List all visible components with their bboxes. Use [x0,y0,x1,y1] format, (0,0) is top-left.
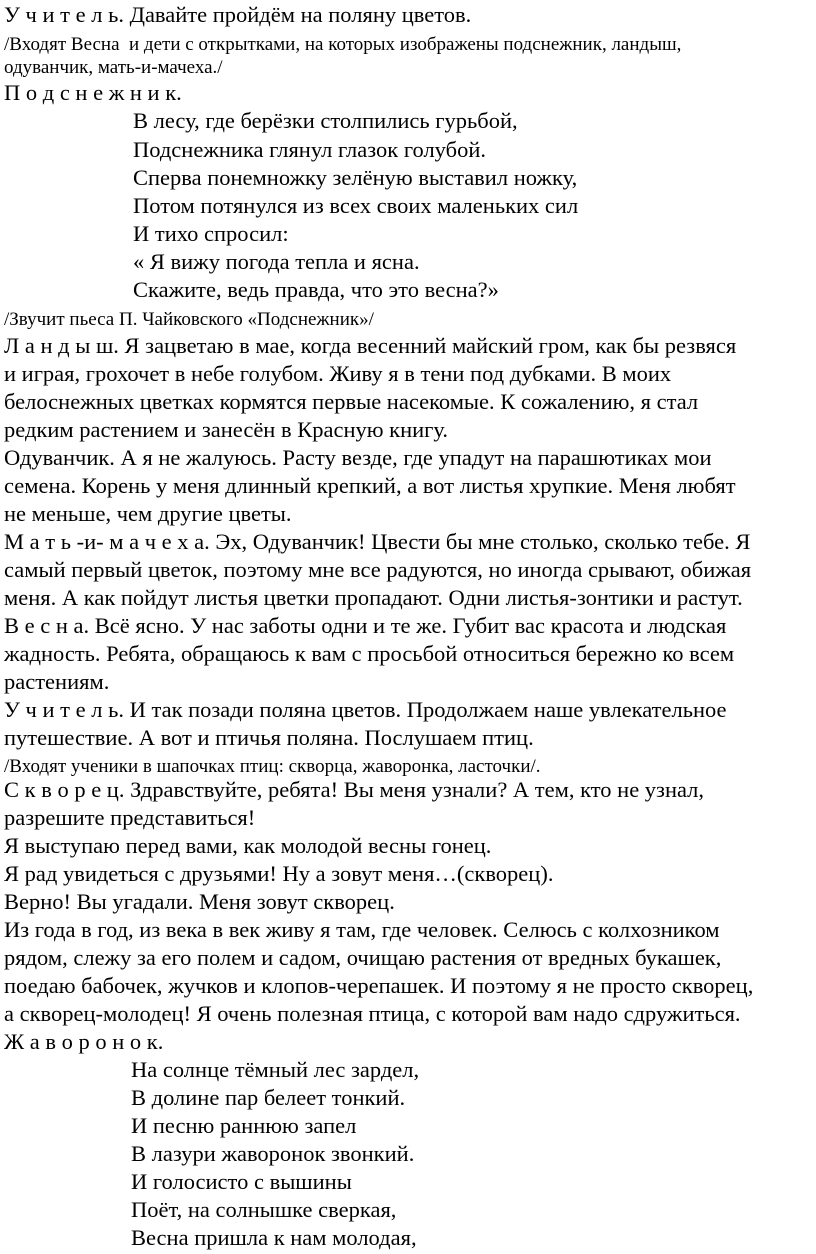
stage-direction-line: /Входят Весна и дети с открытками, на которых изображены подснежник, ландыш, [4,34,682,55]
text-line: рядом, слежу за его полем и садом, очищаю растения от вредных букашек, [4,945,722,970]
text-line: У ч и т е л ь. Давайте пройдём на поляну цветов. [4,2,472,27]
poem-line: Скажите, ведь правда, что это весна?» [133,277,499,302]
text-line: жадность. Ребята, обращаюсь к вам с просьбой относиться бережно ко всем [4,641,735,666]
text-line: В е с н а. Всё ясно. У нас заботы одни и те же. Губит вас красота и людская [4,613,727,638]
text-line: У ч и т е л ь. И так позади поляна цветов. Продолжаем наше увлекательное [4,697,727,722]
text-line: Одуванчик. А я не жалуюсь. Расту везде, где упадут на парашютиках мои [4,445,712,470]
poem-line: В лазури жаворонок звонкий. [131,1141,415,1166]
poem-line: Весна пришла к нам молодая, [131,1225,417,1250]
text-line: поедаю бабочек, жучков и клопов-черепашек. И поэтому я не просто скворец, [4,973,754,998]
text-line: Верно! Вы угадали. Меня зовут скворец. [4,889,395,914]
poem-line: Сперва понемножку зелёную выставил ножку, [133,165,578,190]
text-line: редким растением и занесён в Красную книгу. [4,417,449,442]
poem-line: И песню раннюю запел [131,1113,357,1138]
text-line: меня. А как пойдут листья цветки пропадают. Одни листья-зонтики и растут. [4,585,743,610]
text-line: путешествие. А вот и птичья поляна. Послушаем птиц. [4,725,534,750]
poem-line: Подснежника глянул глазок голубой. [133,137,486,162]
stage-direction-line: /Звучит пьеса П. Чайковского «Подснежник»/ [4,309,374,330]
poem-line: Поёт, на солнышке сверкая, [131,1197,397,1222]
text-line: Я выступаю перед вами, как молодой весны гонец. [4,833,492,858]
poem-line: Потом потянулся из всех своих маленьких сил [133,193,579,218]
text-line: и играя, грохочет в небе голубом. Живу я в тени под дубками. В моих [4,361,672,386]
text-line: Л а н д ы ш. Я зацветаю в мае, когда весенний майский гром, как бы резвяся [4,333,737,358]
stage-direction-line: /Входят ученики в шапочках птиц: скворца, жаворонка, ласточки/. [4,756,541,777]
text-line: растениям. [4,669,110,694]
text-line: Я рад увидеться с друзьями! Ну а зовут меня…(скворец). [4,861,554,886]
text-line: самый первый цветок, поэтому мне все радуются, но иногда срывают, обижая [4,557,752,582]
poem-line: На солнце тёмный лес зардел, [131,1057,420,1082]
poem-line: И тихо спросил: [133,221,289,246]
stage-direction-line: одуванчик, мать-и-мачеха./ [4,57,223,78]
speaker-name: Ж а в о р о н о к. [4,1029,164,1054]
text-line: семена. Корень у меня длинный крепкий, а вот листья хрупкие. Меня любят [4,473,736,498]
text-line: Из года в год, из века в век живу я там, где человек. Селюсь с колхозником [4,917,720,942]
text-line: а скворец-молодец! Я очень полезная птица, с которой вам надо сдружиться. [4,1001,741,1026]
text-line: белоснежных цветках кормятся первые насекомые. К сожалению, я стал [4,389,699,414]
speaker-name: П о д с н е ж н и к. [4,80,182,105]
text-line: С к в о р е ц. Здравствуйте, ребята! Вы меня узнали? А тем, кто не узнал, [4,777,705,802]
poem-line: В долине пар белеет тонкий. [131,1085,406,1110]
poem-line: В лесу, где берёзки столпились гурьбой, [133,108,518,133]
poem-line: И голосисто с вышины [131,1169,352,1194]
text-line: не меньше, чем другие цветы. [4,501,292,526]
text-line: М а т ь -и- м а ч е х а. Эх, Одуванчик! Цвести бы мне столько, сколько тебе. Я [4,529,751,554]
text-line: разрешите представиться! [4,805,256,830]
poem-line: « Я вижу погода тепла и ясна. [133,249,420,274]
